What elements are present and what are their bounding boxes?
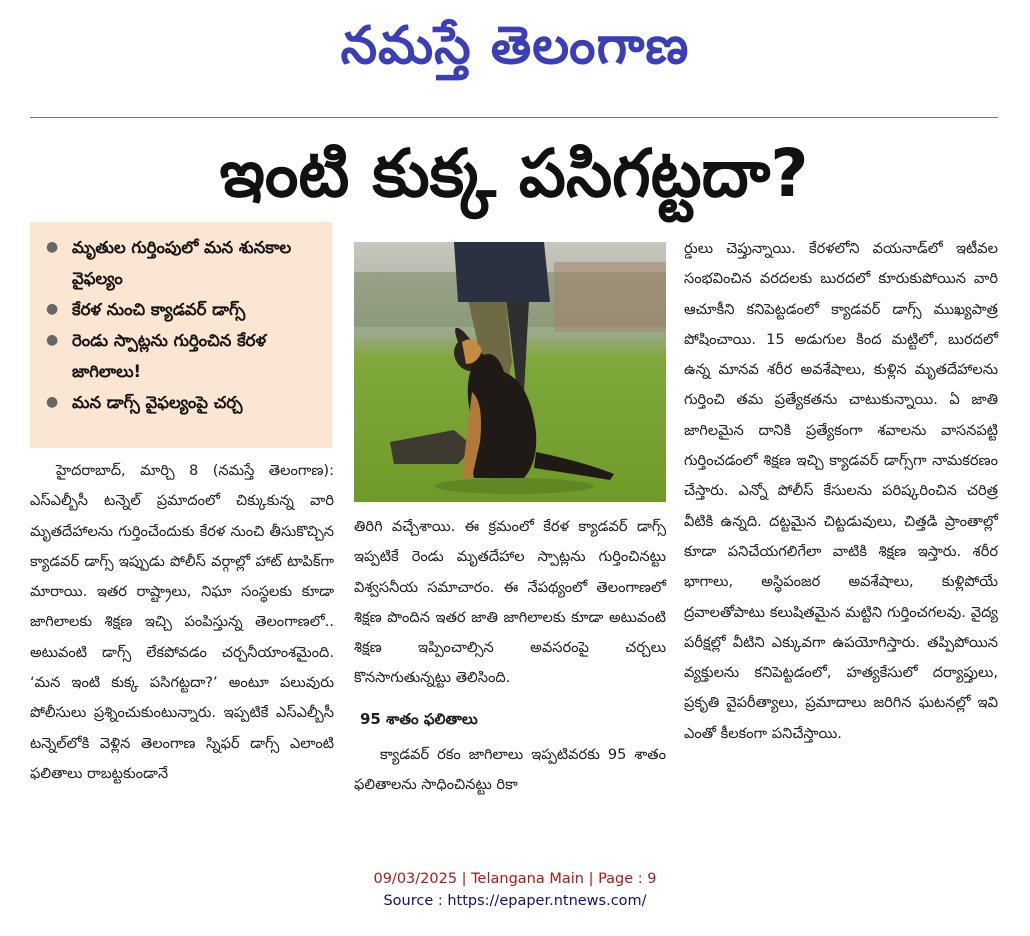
article-column-3 [684, 234, 998, 749]
article-paragraph: క్యాడవర్ రకం జాగిలాలు ఇప్పటివరకు 95 శాతం ఫలితాలను సాధించినట్టు రికా [354, 745, 666, 794]
dog-photo [354, 242, 666, 502]
newspaper-masthead: నమస్తే తెలంగాణ [340, 16, 690, 76]
german-shepherd-image [354, 242, 666, 502]
highlights-box [30, 222, 332, 448]
bullet-icon: ● [46, 394, 59, 410]
article-paragraph: ర్డులు చెప్తున్నాయి. కేరళలోని వయనాడ్‌లో ఇటీవల సంభవించిన వరదలకు బురదలో కూరుకుపోయిన వారి ఆచూకీని కనిపెట్టడంలో క్యాడవర్ డాగ్స్ ముఖ్యపాత్ర పోషించాయి. 15 అడుగుల కింద మట్టిలో, బురదలో ఉన్న మానవ శరీర అవశేషాలు, కుళ్లిన మృతదేహాలను గుర్తించి తమ ప్రత్యేకతను చాటుకున్నాయి. ఏ జాతి జాగిలమైన దానికి ప్రత్యేకంగా శవాలను వాసనపట్టి గుర్తించడంలో శిక్షణ ఇచ్చి క్యాడవర్ డాగ్స్‌గా నామకరణం చేస్తారు. ఎన్నో పోలీస్ కేసులను పరిష్కరించిన చరిత్ర వీటికి ఉన్నది. దట్టమైన చిట్టడువులు, చిత్తడి ప్రాంతాల్లో కూడా పనిచేయగలిగేలా వాటికి శిక్షణ ఇస్తారు. శరీర భాగాలు, అస్థిపంజర అవశేషాలు, కుళ్లిపోయే ద్రవాలతోపాటు కలుషితమైన మట్టిని గుర్తించగలవు. వైద్య పరీక్షల్లో వీటిని ఎక్కువగా ఉపయోగిస్తారు. తప్పిపోయిన వ్యక్తులను కనిపెట్టడంలో, హత్యకేసులో దర్యాప్తులు, ప్రకృతి వైపరీత్యాలు, ప్రమాదాలు జరిగిన ఘటనల్లో ఇవి ఎంతో కీలకంగా పనిచేస్తాయి. [684, 240, 998, 742]
page-footer [0, 868, 1030, 912]
footer-source-link[interactable]: Source : https://epaper.ntnews.com/ [383, 893, 647, 909]
highlight-text: కేరళ నుంచి క్యాడవర్ డాగ్స్ [72, 300, 246, 319]
highlight-item [46, 232, 324, 294]
article-paragraph: హైదరాబాద్, మార్చి 8 (నమస్తే తెలంగాణ): ఎస్ఎల్బీసీ టన్నెల్ ప్రమాదంలో చిక్కుకున్న వారి మృతదేహాలను గుర్తించేందుకు కేరళ నుంచి తీసుకొచ్చిన క్యాడవర్ డాగ్స్ ఇప్పుడు పోలీస్ వర్గాల్లో హాట్ టాపిక్‌గా మారాయి. ఇతర రాష్ట్రాలు, నిఘా సంస్థలకు కూడా జాగిలాలకు శిక్షణ ఇచ్చి పంపిస్తున్న తెలంగాణలో.. అటువంటి డాగ్స్ లేకపోవడం చర్చనీయాంశమైంది. ‘మన ఇంటి కుక్క పసిగట్టదా?’ అంటూ పలువురు పోలీసులు ప్రశ్నించుకుంటున్నారు. ఇప్పటికే ఎస్ఎల్బీసీ టన్నెల్‌లోకి వెళ్లిన తెలంగాణ స్నిఫర్ డాగ్స్ ఎలాంటి ఫలితాలు రాబట్టకుండానే [30, 462, 334, 782]
highlight-item [46, 325, 324, 387]
footer-date-edition: 09/03/2025 | Telangana Main | Page : 9 [373, 871, 657, 887]
article-subheading: 95 శాతం ఫలితాలు [360, 709, 478, 728]
bullet-icon: ● [46, 301, 59, 317]
highlight-item [46, 294, 324, 325]
article-paragraph: తిరిగి వచ్చేశాయి. ఈ క్రమంలో కేరళ క్యాడవర్ డాగ్స్ ఇప్పటికే రెండు మృతదేహాల స్పాట్లను గుర్తించినట్టు విశ్వసనీయ సమాచారం. ఈ నేపథ్యంలో తెలంగాణలో శిక్షణ పొందిన ఇతర జాతి జాగిలాలకు కూడా అటువంటి శిక్షణ ఇప్పించాల్సిన అవసరంపై చర్చలు కొనసాగుతున్నట్టు తెలిసింది. [354, 518, 666, 687]
highlight-text: మన డాగ్స్ వైఫల్యంపై చర్చ [72, 393, 243, 412]
article-column-2 [354, 512, 666, 800]
highlight-text: రెండు స్పాట్లను గుర్తించిన కేరళ జాగిలాలు! [72, 331, 267, 381]
highlight-text: మృతుల గుర్తింపులో మన శునకాల వైఫల్యం [72, 238, 292, 288]
bullet-icon: ● [46, 239, 59, 255]
article-column-1 [30, 456, 334, 789]
article-headline: ఇంటి కుక్క పసిగట్టదా? [219, 135, 809, 212]
highlight-item [46, 387, 324, 418]
masthead-divider [30, 117, 998, 118]
bullet-icon: ● [46, 332, 59, 348]
